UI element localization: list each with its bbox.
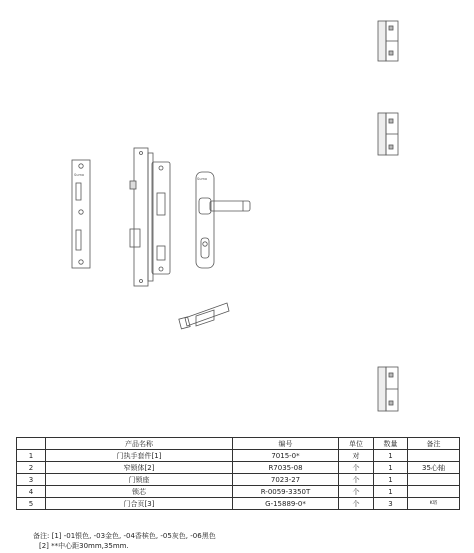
table-row xyxy=(17,498,460,510)
cell-code: R7035-08 xyxy=(233,462,339,474)
header-no xyxy=(17,438,46,450)
hinge-drawing-bottom xyxy=(378,367,398,411)
cell-qty: 1 xyxy=(374,474,408,486)
header-code: 编号 xyxy=(233,438,339,450)
cell-no: 2 xyxy=(17,462,46,474)
header-unit: 单位 xyxy=(339,438,374,450)
footnotes xyxy=(33,531,216,551)
bill-of-materials-table xyxy=(16,437,460,510)
cell-qty: 1 xyxy=(374,450,408,462)
cell-name: 锁芯 xyxy=(46,486,233,498)
footnote-line-2: [2] **中心距30mm,35mm. xyxy=(39,542,129,550)
hinge-drawing-middle xyxy=(378,113,398,155)
footnote-line-1: 备注: [1] -01银色, -03金色, -04香槟色, -05灰色, -06黑色 xyxy=(33,532,216,540)
cell-unit: 个 xyxy=(339,486,374,498)
cell-no: 1 xyxy=(17,450,46,462)
cell-qty: 1 xyxy=(374,486,408,498)
cell-unit: 个 xyxy=(339,498,374,510)
cell-qty: 1 xyxy=(374,462,408,474)
door-handle-drawing xyxy=(196,172,250,268)
header-note: 备注 xyxy=(408,438,460,450)
cell-unit: 个 xyxy=(339,462,374,474)
cell-note: K塔 xyxy=(408,498,460,510)
hinge-drawing-top xyxy=(378,21,398,61)
cell-qty: 3 xyxy=(374,498,408,510)
handle-brand-label: Sumo xyxy=(197,177,207,181)
cell-unit: 个 xyxy=(339,474,374,486)
cell-no: 4 xyxy=(17,486,46,498)
cell-no: 5 xyxy=(17,498,46,510)
table-row xyxy=(17,474,460,486)
cell-code: R-0059-3350T xyxy=(233,486,339,498)
header-qty: 数量 xyxy=(374,438,408,450)
cell-name: 窄锁体[2] xyxy=(46,462,233,474)
cell-note: 35心轴 xyxy=(408,462,460,474)
lock-cylinder-drawing xyxy=(179,303,229,329)
lock-body-drawing xyxy=(130,148,153,286)
header-product-name: 产品名称 xyxy=(46,438,233,450)
table-row xyxy=(17,486,460,498)
cell-name: 门合页[3] xyxy=(46,498,233,510)
table-row xyxy=(17,450,460,462)
cell-code: G-15889-0* xyxy=(233,498,339,510)
table-header-row xyxy=(17,438,460,450)
cell-name: 门执手套件[1] xyxy=(46,450,233,462)
cell-code: 7023-27 xyxy=(233,474,339,486)
cell-note xyxy=(408,486,460,498)
table-row xyxy=(17,462,460,474)
cell-unit: 对 xyxy=(339,450,374,462)
cell-no: 3 xyxy=(17,474,46,486)
cell-note xyxy=(408,474,460,486)
cell-code: 7015-0* xyxy=(233,450,339,462)
cell-note xyxy=(408,450,460,462)
cell-name: 门锁座 xyxy=(46,474,233,486)
cover-plate-drawing xyxy=(152,162,170,274)
strike-brand-label: Sumo xyxy=(74,173,84,177)
